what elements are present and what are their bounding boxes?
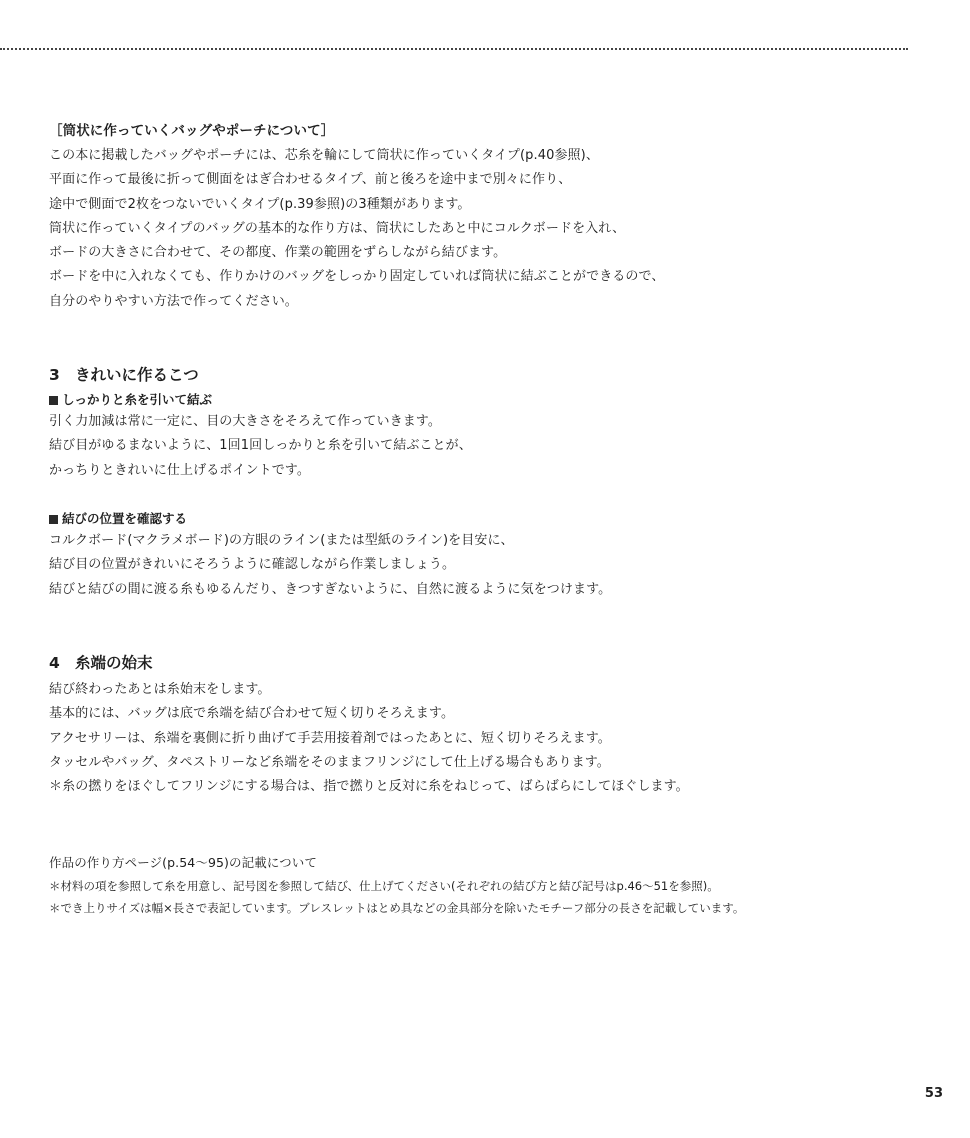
section-title xyxy=(49,364,929,386)
square-bullet-icon xyxy=(49,515,58,524)
body-line: タッセルやバッグ、タペストリーなど糸端をそのままフリンジにして仕上げる場合もあります。 xyxy=(49,754,610,770)
intro-line: 自分のやりやすい方法で作ってください。 xyxy=(49,293,298,309)
section-title-text: きれいに作るこつ xyxy=(75,366,199,384)
body-line: 結びと結びの間に渡る糸もゆるんだり、きつすぎないように、自然に渡るように気をつけます。 xyxy=(49,581,612,597)
body-line: コルクボード(マクラメボード)の方眼のライン(または型紙のライン)を目安に、 xyxy=(49,533,514,548)
intro-line: 筒状に作っていくタイプのバッグの基本的な作り方は、筒状にしたあと中にコルクボードを入れ、 xyxy=(49,220,626,236)
square-bullet-icon xyxy=(49,396,58,405)
notes-title: 作品の作り方ページ(p.54〜95)の記載について xyxy=(49,855,317,870)
intro-section xyxy=(49,118,929,314)
subsection-title-text: 結びの位置を確認する xyxy=(62,511,188,526)
body-line: 結び終わったあとは糸始末をします。 xyxy=(49,682,271,697)
section-title xyxy=(49,652,929,674)
notes-section xyxy=(49,851,929,919)
section-3 xyxy=(49,364,929,483)
dotted-header-rule xyxy=(0,48,908,50)
body-line: ＊糸の撚りをほぐしてフリンジにする場合は、指で撚りと反対に糸をねじって、ばらばらにしてほぐします。 xyxy=(49,779,689,795)
intro-line: ボードの大きさに合わせて、その都度、作業の範囲をずらしながら結びます。 xyxy=(49,245,507,261)
subsection-title-text: しっかりと糸を引いて結ぶ xyxy=(62,392,213,407)
body-line: 結び目がゆるまないように、1回1回しっかりと糸を引いて結ぶことが、 xyxy=(49,438,472,454)
section-3-sub-2 xyxy=(49,509,929,602)
intro-heading: ［筒状に作っていくバッグやポーチについて］ xyxy=(49,123,335,139)
note-line: ＊材料の項を参照して糸を用意し、記号図を参照して結び、仕上げてください(それぞれの結び方と結び記号はp.46〜51を参照)。 xyxy=(49,879,719,893)
body-line: アクセサリーは、糸端を裏側に折り曲げて手芸用接着剤ではったあとに、短く切りそろえます。 xyxy=(49,730,611,746)
section-number: 4 xyxy=(49,654,60,672)
intro-line: 平面に作って最後に折って側面をはぎ合わせるタイプ、前と後ろを途中まで別々に作り、 xyxy=(49,172,572,188)
section-number: 3 xyxy=(49,366,60,384)
intro-line: 途中で側面で2枚をつないでいくタイプ(p.39参照)の3種類があります。 xyxy=(49,196,471,212)
body-line: 結び目の位置がきれいにそろうように確認しながら作業しましょう。 xyxy=(49,557,456,573)
body-line: かっちりときれいに仕上げるポイントです。 xyxy=(49,462,310,478)
intro-line: ボードを中に入れなくても、作りかけのバッグをしっかり固定していれば筒状に結ぶことができるので、 xyxy=(49,269,665,285)
intro-line: この本に掲載したバッグやポーチには、芯糸を輪にして筒状に作っていくタイプ(p.40参照)、 xyxy=(49,148,599,163)
subsection-title xyxy=(49,390,929,410)
subsection-title xyxy=(49,509,929,529)
page-number: 53 xyxy=(924,1086,943,1101)
body-line: 基本的には、バッグは底で糸端を結び合わせて短く切りそろえます。 xyxy=(49,706,455,722)
note-line: ＊でき上りサイズは幅×長さで表記しています。ブレスレットはとめ具などの金具部分を除いたモチーフ部分の長さを記載しています。 xyxy=(49,901,745,915)
section-4 xyxy=(49,652,929,799)
section-title-text: 糸端の始末 xyxy=(75,654,153,672)
body-line: 引く力加減は常に一定に、目の大きさをそろえて作っていきます。 xyxy=(49,414,441,429)
